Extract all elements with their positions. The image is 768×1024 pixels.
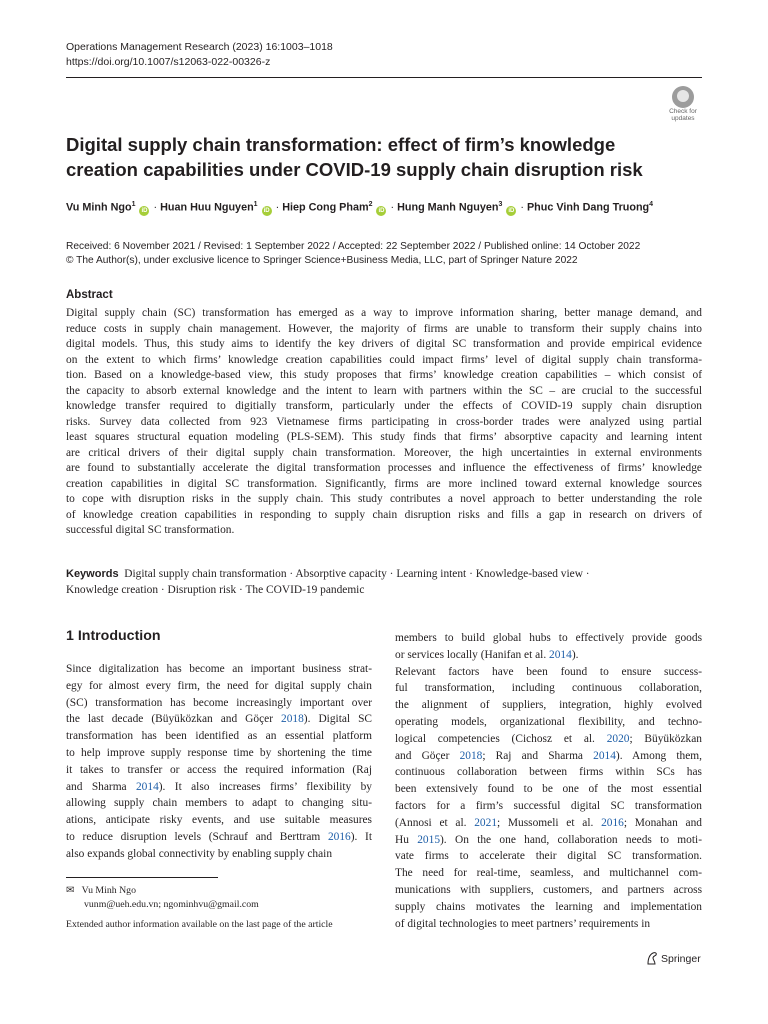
abstract-line: are critical drivers of their digital supply chain transformation. Moreover, the high uncertainties in external environments (66, 446, 702, 459)
text-line (66, 745, 372, 762)
text-run: ; Büyüközkan (629, 732, 702, 745)
text-line (66, 795, 372, 812)
author-name[interactable]: Huan Huu Nguyen (160, 201, 254, 214)
text-run: continuous collaboration between firms within SCs has (395, 766, 702, 779)
text-run: members to build global hubs to effectively provide goods (395, 632, 702, 644)
abstract-line: are found to substantially accelerate the digital transformation processes and influence the effectiveness of firms’ knowledge (66, 462, 702, 474)
abstract-line: to cope with disruption risks in the supply chain. This study contributes a novel approach to better understanding the role (66, 493, 702, 505)
citation-link[interactable]: 2014 (549, 648, 572, 661)
text-line (395, 714, 702, 731)
journal-header (66, 40, 333, 70)
abstract-line: creation capabilities in digital SC transformation. Significantly, firms are more inclined toward external knowledge sources (66, 477, 702, 490)
text-line (395, 848, 702, 865)
text-line (395, 748, 702, 765)
keywords-label: Keywords (66, 568, 119, 580)
affiliation-marker: 1 (253, 201, 258, 208)
corresponding-author-name: Vu Minh Ngo (81, 885, 136, 896)
citation-link[interactable]: 2020 (606, 732, 630, 745)
text-run: ). Among them, (615, 749, 702, 762)
text-run: Hu (395, 833, 418, 846)
text-run: ). Digital SC (303, 713, 373, 726)
affiliation-marker: 3 (498, 201, 503, 208)
publisher-logo (646, 951, 701, 965)
text-line (66, 762, 372, 779)
citation-link[interactable]: 2015 (417, 833, 441, 846)
author-name[interactable]: Phuc Vinh Dang Truong (526, 201, 650, 214)
text-line (395, 899, 702, 916)
orcid-icon[interactable]: iD (141, 207, 148, 214)
author-name[interactable]: Hiep Cong Pham (282, 201, 369, 214)
text-line (395, 815, 702, 832)
text-run: ations, anticipate risky events, and use suitable measures (66, 814, 372, 827)
text-line (66, 661, 372, 678)
abstract-line: Digital supply chain (SC) transformation has emerged as a way to improve information sharing, better manage demand, and (66, 307, 702, 319)
author-separator: · (150, 201, 161, 214)
author-separator: · (517, 201, 527, 214)
text-line (66, 829, 372, 846)
text-run: ). It (350, 830, 373, 843)
text-line (395, 798, 702, 815)
author-name[interactable]: Vu Minh Ngo (66, 201, 132, 214)
abstract-heading: Abstract (66, 289, 113, 301)
header-rule (66, 77, 702, 78)
check-updates-icon (672, 86, 694, 108)
abstract-line: on the extent to which firms’ knowledge creation capabilities could impact firms’ level of digital supply chain transforma- (66, 353, 702, 366)
title-line-2: creation capabilities under COVID-19 supply chain disruption risk (66, 159, 643, 180)
text-run: Since digitalization has become an important business strat- (66, 663, 372, 675)
orcid-icon[interactable]: iD (378, 207, 385, 214)
text-run: ; Monahan and (623, 816, 702, 829)
text-run: munications with suppliers, customers, and partners across (395, 883, 702, 896)
abstract-line: risks. Survey data collected from 923 Vietnamese firms participating in cross-border trades were analyzed using partial (66, 415, 702, 428)
text-run: (Annosi et al. (395, 816, 475, 829)
copyright-line: © The Author(s), under exclusive licence to Springer Science+Business Media, LLC, part of Springer Nature 2022 (66, 255, 578, 266)
citation-link[interactable]: 2018 (281, 713, 304, 726)
extended-author-info: Extended author information available on the last page of the article (66, 919, 333, 930)
author-separator: · (272, 201, 283, 214)
text-line (395, 680, 702, 697)
envelope-icon: ✉ (66, 885, 75, 896)
text-line (395, 697, 702, 714)
abstract-line: successful digital SC transformation. (66, 524, 235, 536)
citation-link[interactable]: 2021 (474, 816, 498, 829)
citation-link[interactable]: 2018 (459, 749, 483, 762)
affiliation-marker: 1 (131, 201, 136, 208)
text-line (395, 865, 702, 882)
text-line (395, 882, 702, 899)
abstract-line: the capacity to absorb external knowledge and the intent to learn with partners within the SC – are crucial to the successful (66, 384, 702, 397)
text-run: been extensively found to be one of the most essential (395, 783, 702, 796)
abstract-line: knowledge transfer required to digitially transform, particularly under the effects of COVID-19 supply chain disruption (66, 400, 702, 412)
text-line (395, 647, 702, 664)
author-name[interactable]: Hung Manh Nguyen (397, 201, 499, 214)
text-line (66, 678, 372, 695)
check-updates-label: Check for updates (669, 108, 697, 122)
text-run: supply chains motivates the learning and implementation (395, 900, 702, 913)
publication-dates (66, 240, 640, 268)
citation-link[interactable]: 2016 (327, 830, 351, 843)
text-run: ; Raj and Sharma (482, 749, 594, 762)
text-run: also expands global connectivity by enabling supply chain (66, 847, 333, 860)
abstract-line: least squares structural equation modeling (PLS-SEM). This study finds that firms’ absorptive capacity and learning intent (66, 431, 702, 443)
title-line-1: Digital supply chain transformation: effect of firm’s knowledge (66, 134, 616, 155)
text-run: ). On the one hand, collaboration needs to moti- (440, 833, 702, 846)
text-run: ). It also increases firms’ flexibility by (158, 780, 372, 793)
text-line (395, 731, 702, 748)
text-line (395, 916, 702, 933)
text-run: ; Mussomeli et al. (497, 816, 602, 829)
author-separator: · (387, 201, 398, 214)
text-line (66, 779, 372, 796)
text-run: operating models, organizational flexibility, and techno- (395, 715, 702, 728)
orcid-icon[interactable]: iD (263, 207, 270, 214)
text-line (66, 695, 372, 712)
publisher-name: Springer (661, 953, 701, 965)
text-run: The need for real-time, seamless, and multichannel com- (395, 867, 702, 880)
text-run: egy for almost every firm, the need for digital supply chain (66, 679, 372, 692)
section-heading-introduction: 1 Introduction (66, 628, 161, 644)
text-run: the alignment of suppliers, integration, highly evolved (395, 699, 702, 712)
article-title (66, 132, 686, 182)
text-run: (SC) transformation has become increasingly important over (66, 696, 372, 709)
text-run: vate firms to accelerate their digital SC transformation. (395, 850, 702, 863)
footnote-rule (66, 877, 218, 878)
text-line (395, 832, 702, 849)
text-run: ). (571, 648, 579, 661)
text-run: it takes to transfer or access the required information (Raj (66, 763, 372, 776)
text-run: logical competencies (Cichosz et al. (395, 732, 607, 745)
text-run: or services locally (Hanifan et al. (395, 648, 550, 661)
text-run: and Sharma (66, 780, 136, 793)
text-line (66, 728, 372, 745)
journal-citation: Operations Management Research (2023) 16:1003–1018 (66, 41, 333, 53)
text-line (395, 781, 702, 798)
text-run: of digital technologies to meet partners’ requirements in (395, 917, 651, 930)
text-run: ful transformation, including continuous collaboration, (395, 682, 702, 695)
orcid-icon[interactable]: iD (508, 207, 515, 214)
affiliation-marker: 2 (368, 201, 373, 208)
citation-link[interactable]: 2014 (593, 749, 616, 762)
text-column-left (66, 661, 372, 863)
keywords-line-2: Knowledge creation · Disruption risk · The COVID-19 pandemic (66, 584, 365, 596)
abstract-line: digital models. Thus, this study aims to identify the key drivers of digital SC transformation and provide empirical evidence (66, 338, 702, 350)
text-column-right (395, 630, 702, 932)
affiliation-marker: 4 (649, 201, 654, 208)
text-line (395, 630, 702, 647)
citation-link[interactable]: 2014 (135, 780, 159, 793)
text-line (66, 812, 372, 829)
text-run: and Göçer (395, 749, 460, 762)
citation-link[interactable]: 2016 (601, 816, 624, 829)
springer-horse-icon (646, 951, 658, 965)
history-dates: Received: 6 November 2021 / Revised: 1 September 2022 / Accepted: 22 September 2022 / Published online: 14 October 2022 (66, 241, 641, 252)
text-run: to reduce disruption levels (Schrauf and Berttram (66, 830, 328, 843)
text-line (66, 846, 372, 863)
text-line (66, 711, 372, 728)
text-run: factors for a firm’s successful digital SC transformation (395, 799, 702, 812)
text-run: the last decade (Büyüközkan and Göçer (66, 713, 282, 726)
keywords-block (66, 566, 702, 598)
doi-link[interactable]: https://doi.org/10.1007/s12063-022-00326-z (66, 56, 271, 68)
abstract-line: of knowledge creation capabilities in responding to supply chain disruption risks and fills a gap in research on drivers of (66, 508, 702, 521)
corresponding-author-note (66, 884, 333, 932)
text-run: Relevant factors have been found to ensure success- (395, 665, 702, 678)
text-line (395, 664, 702, 681)
text-run: allowing supply chain members to adapt to changing situ- (66, 797, 372, 810)
text-line (395, 764, 702, 781)
abstract-body (66, 306, 702, 539)
abstract-line: reduce costs in supply chain management. However, the majority of firms are unable to transform their supply chains into (66, 322, 702, 335)
text-run: transformation has been identified as an essential platform (66, 730, 372, 743)
abstract-line: tion. Based on a knowledge-based view, this study proposes that firms’ knowledge creation capabilities – which consist of (66, 369, 702, 381)
check-for-updates-badge[interactable] (664, 86, 702, 122)
author-list (66, 201, 653, 216)
corresponding-author-email[interactable]: vunm@ueh.edu.vn; ngominhvu@gmail.com (84, 899, 259, 910)
text-run: to help improve supply response time by shortening the time (66, 746, 372, 759)
keywords-line-1: Digital supply chain transformation · Absorptive capacity · Learning intent · Knowledge-based view · (124, 568, 590, 580)
